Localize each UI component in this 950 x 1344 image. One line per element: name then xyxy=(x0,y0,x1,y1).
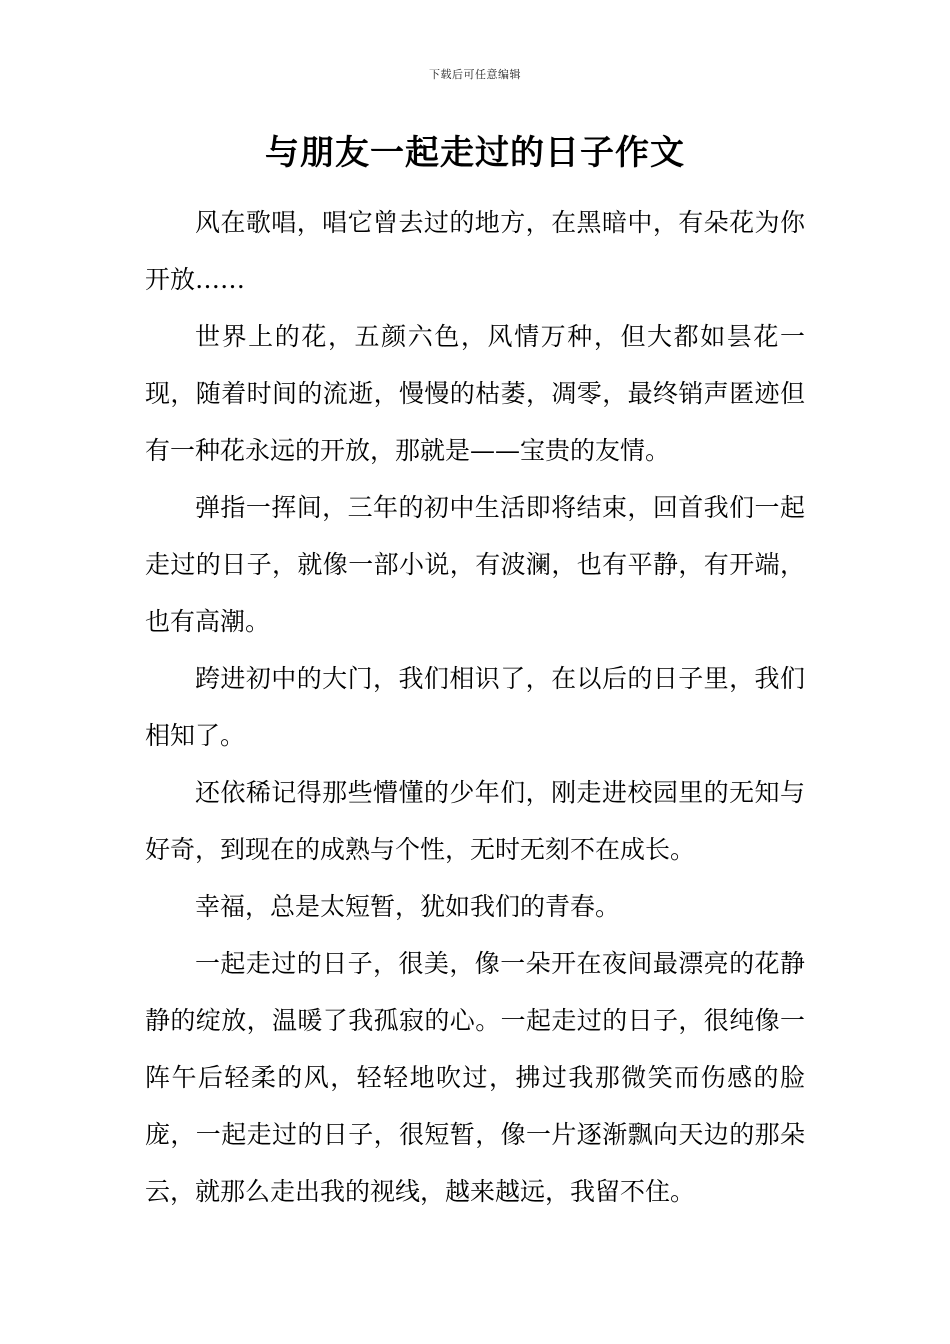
document-title: 与朋友一起走过的日子作文 xyxy=(265,133,685,173)
paragraph: 还依稀记得那些懵懂的少年们，刚走进校园里的无知与好奇，到现在的成熟与个性，无时无刻不在成长。 xyxy=(145,778,805,864)
paragraph: 一起走过的日子，很美，像一朵开在夜间最漂亮的花静静的绽放，温暖了我孤寂的心。一起走过的日子，很纯像一阵午后轻柔的风，轻轻地吹过，拂过我那微笑而伤感的脸庞，一起走过的日子，很短暂，像一片逐渐飘向天边的那朵云，就那么走出我的视线，越来越远，我留不住。 xyxy=(145,949,805,1206)
header-note: 下载后可任意编辑 xyxy=(429,68,521,81)
paragraph: 世界上的花，五颜六色，风情万种，但大都如昙花一现，随着时间的流逝，慢慢的枯萎，凋零，最终销声匿迹但有一种花永远的开放，那就是——宝贵的友情。 xyxy=(145,322,805,465)
paragraph: 跨进初中的大门，我们相识了，在以后的日子里，我们相知了。 xyxy=(145,664,805,750)
document-body xyxy=(145,194,805,1220)
paragraph: 弹指一挥间，三年的初中生活即将结束，回首我们一起走过的日子，就像一部小说，有波澜，也有平静，有开端，也有高潮。 xyxy=(145,493,805,636)
paragraph: 幸福，总是太短暂，犹如我们的青春。 xyxy=(195,892,621,921)
paragraph: 风在歌唱，唱它曾去过的地方，在黑暗中，有朵花为你开放…… xyxy=(145,208,805,294)
